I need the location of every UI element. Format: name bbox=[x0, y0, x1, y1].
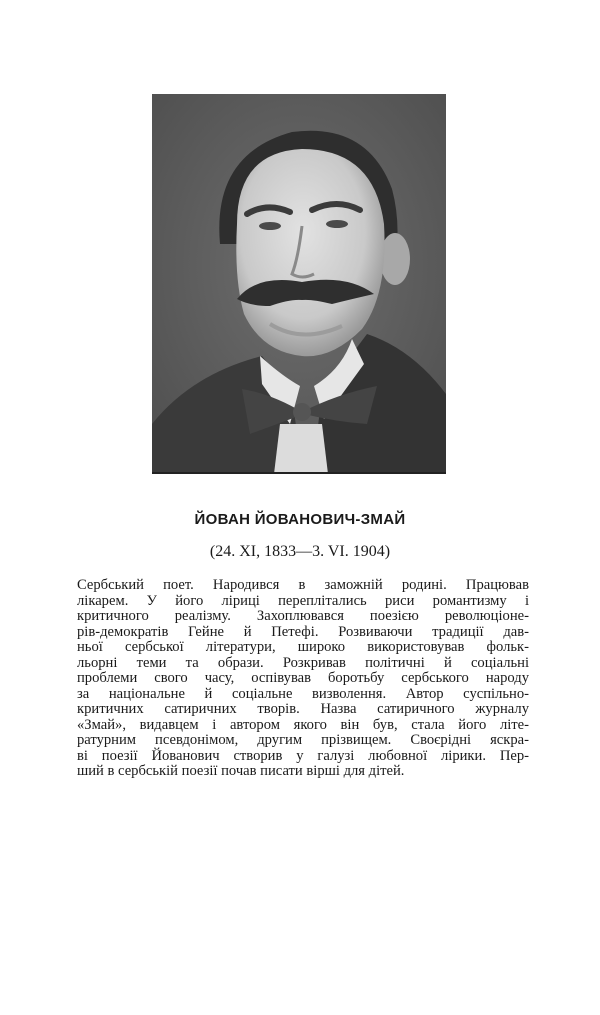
bio-line: рів-демократів Гейне й Петефі. Розвиваючи традиції дав- bbox=[77, 623, 529, 640]
bio-line-last: ший в сербській поезії почав писати вірші для дітей. bbox=[77, 763, 405, 779]
bio-line: Сербський поет. Народився в заможній родині. Працював bbox=[77, 577, 529, 593]
portrait-illustration bbox=[152, 94, 446, 474]
bio-line: лікарем. У його ліриці переплітались риси романтизму і bbox=[77, 592, 529, 609]
life-dates: (24. XI, 1833—3. VI. 1904) bbox=[209, 543, 391, 560]
portrait-bottom-rule bbox=[152, 472, 446, 474]
poet-name-heading: ЙОВАН ЙОВАНОВИЧ-ЗМАЙ bbox=[194, 511, 406, 528]
bio-line: «Змай», видавцем і автором якого він був, стала його літе- bbox=[77, 716, 529, 733]
bio-line: льорні теми та образи. Розкривав політичні й соціальні bbox=[77, 654, 529, 671]
portrait-photo bbox=[152, 94, 446, 474]
bio-line: ньої сербської літератури, широко використовував фольк- bbox=[77, 639, 529, 655]
bio-line: ратурним псевдонімом, другим прізвищем. Своєрідні яскра- bbox=[77, 732, 529, 748]
bio-line: проблеми свого часу, оспівував боротьбу сербського народу bbox=[77, 670, 529, 686]
bio-line: за національне й соціальне визволення. Автор суспільно- bbox=[77, 685, 529, 702]
bio-line: ві поезії Йованович створив у галузі любовної лірики. Пер- bbox=[77, 747, 529, 764]
biography-paragraph bbox=[77, 578, 529, 780]
bio-line: критичного реалізму. Захоплювався поезією революціоне- bbox=[77, 608, 529, 624]
bio-line: критичних сатиричних творів. Назва сатиричного журналу bbox=[77, 701, 529, 717]
